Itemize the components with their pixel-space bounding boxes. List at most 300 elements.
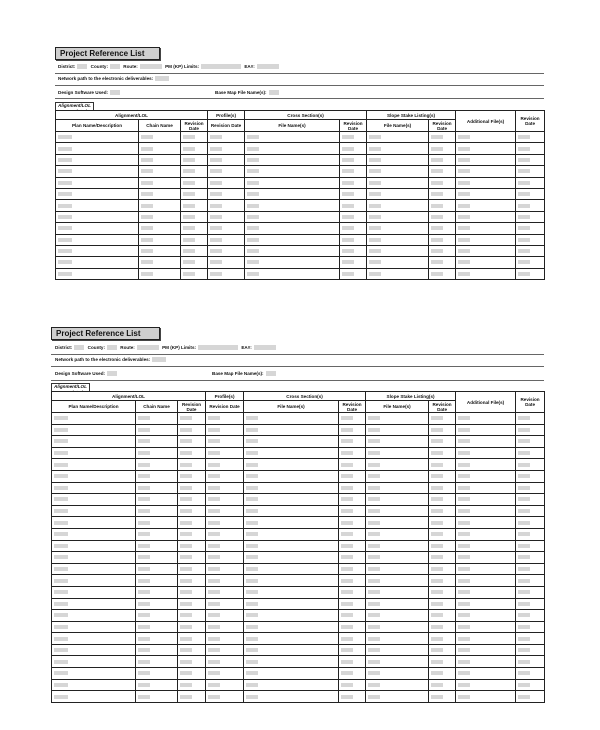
fill-field[interactable] [431,544,443,548]
fill-field[interactable] [246,451,258,455]
table-cell[interactable] [366,482,429,494]
fill-field[interactable] [210,226,222,230]
table-cell[interactable] [516,223,545,234]
fill-field[interactable] [180,416,192,420]
table-cell[interactable] [366,644,429,656]
fill-field[interactable] [246,532,258,536]
table-cell[interactable] [456,200,516,211]
fill-field[interactable] [210,169,222,173]
table-cell[interactable] [339,540,366,552]
table-cell[interactable] [516,494,545,506]
fill-field[interactable] [431,486,443,490]
table-cell[interactable] [245,257,340,268]
table-cell[interactable] [52,575,136,587]
table-cell[interactable] [339,470,366,482]
table-cell[interactable] [244,436,339,448]
table-cell[interactable] [56,154,139,165]
fill-field[interactable] [342,226,354,230]
table-cell[interactable] [340,268,367,279]
table-cell[interactable] [52,528,136,540]
table-cell[interactable] [52,413,136,425]
table-cell[interactable] [516,691,545,703]
fill-field[interactable] [369,249,381,253]
fill-field[interactable] [180,439,192,443]
fill-field[interactable] [368,497,380,501]
table-cell[interactable] [516,132,545,143]
table-cell[interactable] [429,436,456,448]
basemap-field[interactable] [266,371,276,376]
fill-field[interactable] [518,613,530,617]
fill-field[interactable] [368,579,380,583]
table-cell[interactable] [456,211,516,222]
table-cell[interactable] [516,447,545,459]
fill-field[interactable] [141,249,153,253]
fill-field[interactable] [208,695,220,699]
table-cell[interactable] [139,188,181,199]
table-cell[interactable] [339,610,366,622]
table-cell[interactable] [181,234,208,245]
fill-field[interactable] [518,521,530,525]
table-cell[interactable] [136,552,178,564]
table-cell[interactable] [366,679,429,691]
fill-field[interactable] [518,158,530,162]
table-cell[interactable] [181,223,208,234]
fill-field[interactable] [458,637,470,641]
table-cell[interactable] [208,177,245,188]
table-cell[interactable] [139,257,181,268]
table-cell[interactable] [245,132,340,143]
fill-field[interactable] [431,169,443,173]
fill-field[interactable] [183,181,195,185]
fill-field[interactable] [431,625,443,629]
fill-field[interactable] [141,147,153,151]
fill-field[interactable] [210,249,222,253]
fill-field[interactable] [431,637,443,641]
table-cell[interactable] [456,668,516,680]
fill-field[interactable] [54,637,68,641]
fill-field[interactable] [341,509,353,513]
fill-field[interactable] [431,204,443,208]
table-cell[interactable] [244,563,339,575]
table-cell[interactable] [244,447,339,459]
fill-field[interactable] [368,590,380,594]
fill-field[interactable] [341,683,353,687]
table-cell[interactable] [208,245,245,256]
fill-field[interactable] [342,249,354,253]
fill-field[interactable] [341,474,353,478]
fill-field[interactable] [138,613,150,617]
fill-field[interactable] [518,463,530,467]
table-cell[interactable] [244,668,339,680]
table-cell[interactable] [366,575,429,587]
fill-field[interactable] [54,613,68,617]
table-cell[interactable] [366,470,429,482]
table-cell[interactable] [245,154,340,165]
table-cell[interactable] [456,143,516,154]
table-cell[interactable] [136,679,178,691]
table-cell[interactable] [456,575,516,587]
fill-field[interactable] [183,272,195,276]
table-cell[interactable] [456,177,516,188]
fill-field[interactable] [246,695,258,699]
table-cell[interactable] [516,656,545,668]
table-cell[interactable] [178,668,206,680]
fill-field[interactable] [518,625,530,629]
table-cell[interactable] [339,413,366,425]
table-cell[interactable] [52,621,136,633]
table-cell[interactable] [366,517,429,529]
table-cell[interactable] [206,598,244,610]
ea-field[interactable] [254,345,276,350]
table-cell[interactable] [429,610,456,622]
table-cell[interactable] [339,436,366,448]
fill-field[interactable] [431,567,443,571]
table-cell[interactable] [340,143,367,154]
fill-field[interactable] [180,648,192,652]
fill-field[interactable] [518,555,530,559]
fill-field[interactable] [518,695,530,699]
table-cell[interactable] [178,598,206,610]
table-cell[interactable] [366,494,429,506]
table-cell[interactable] [429,166,456,177]
fill-field[interactable] [141,169,153,173]
fill-field[interactable] [54,497,68,501]
table-cell[interactable] [52,505,136,517]
table-cell[interactable] [366,540,429,552]
table-cell[interactable] [136,656,178,668]
fill-field[interactable] [246,613,258,617]
fill-field[interactable] [368,602,380,606]
table-cell[interactable] [429,459,456,471]
table-cell[interactable] [136,621,178,633]
fill-field[interactable] [180,474,192,478]
table-cell[interactable] [516,668,545,680]
table-cell[interactable] [429,586,456,598]
table-cell[interactable] [181,245,208,256]
fill-field[interactable] [54,671,68,675]
table-cell[interactable] [136,586,178,598]
fill-field[interactable] [138,486,150,490]
fill-field[interactable] [431,428,443,432]
table-cell[interactable] [366,436,429,448]
fill-field[interactable] [54,463,68,467]
fill-field[interactable] [341,625,353,629]
table-cell[interactable] [52,691,136,703]
table-cell[interactable] [340,211,367,222]
table-cell[interactable] [178,656,206,668]
fill-field[interactable] [180,590,192,594]
table-cell[interactable] [366,668,429,680]
table-cell[interactable] [139,268,181,279]
fill-field[interactable] [341,451,353,455]
table-cell[interactable] [56,211,139,222]
table-cell[interactable] [206,679,244,691]
fill-field[interactable] [246,683,258,687]
table-cell[interactable] [366,424,429,436]
fill-field[interactable] [208,648,220,652]
fill-field[interactable] [518,260,530,264]
fill-field[interactable] [341,648,353,652]
fill-field[interactable] [368,648,380,652]
table-cell[interactable] [339,517,366,529]
table-cell[interactable] [178,552,206,564]
fill-field[interactable] [180,671,192,675]
table-cell[interactable] [516,177,545,188]
table-cell[interactable] [429,257,456,268]
fill-field[interactable] [431,509,443,513]
table-cell[interactable] [340,132,367,143]
table-cell[interactable] [244,528,339,540]
fill-field[interactable] [518,509,530,513]
table-cell[interactable] [516,621,545,633]
table-cell[interactable] [366,528,429,540]
table-cell[interactable] [340,200,367,211]
fill-field[interactable] [138,521,150,525]
fill-field[interactable] [180,509,192,513]
fill-field[interactable] [518,671,530,675]
table-cell[interactable] [340,188,367,199]
fill-field[interactable] [431,660,443,664]
table-cell[interactable] [178,424,206,436]
table-cell[interactable] [516,424,545,436]
fill-field[interactable] [54,474,68,478]
table-cell[interactable] [456,482,516,494]
fill-field[interactable] [458,451,470,455]
fill-field[interactable] [458,683,470,687]
fill-field[interactable] [458,428,470,432]
fill-field[interactable] [138,474,150,478]
fill-field[interactable] [183,215,195,219]
table-cell[interactable] [208,166,245,177]
table-cell[interactable] [206,552,244,564]
fill-field[interactable] [208,660,220,664]
fill-field[interactable] [458,169,470,173]
fill-field[interactable] [247,181,259,185]
fill-field[interactable] [180,613,192,617]
fill-field[interactable] [58,147,72,151]
fill-field[interactable] [208,567,220,571]
table-cell[interactable] [367,177,429,188]
fill-field[interactable] [138,463,150,467]
table-cell[interactable] [429,234,456,245]
fill-field[interactable] [54,532,68,536]
table-cell[interactable] [429,528,456,540]
table-cell[interactable] [429,132,456,143]
fill-field[interactable] [208,463,220,467]
table-cell[interactable] [206,668,244,680]
table-cell[interactable] [178,517,206,529]
fill-field[interactable] [341,497,353,501]
fill-field[interactable] [518,249,530,253]
fill-field[interactable] [368,613,380,617]
fill-field[interactable] [54,567,68,571]
fill-field[interactable] [54,602,68,606]
fill-field[interactable] [518,416,530,420]
fill-field[interactable] [208,602,220,606]
table-cell[interactable] [56,223,139,234]
table-cell[interactable] [244,413,339,425]
table-cell[interactable] [208,223,245,234]
table-cell[interactable] [56,143,139,154]
fill-field[interactable] [518,204,530,208]
fill-field[interactable] [368,486,380,490]
fill-field[interactable] [210,272,222,276]
table-cell[interactable] [52,598,136,610]
fill-field[interactable] [208,509,220,513]
table-cell[interactable] [429,143,456,154]
fill-field[interactable] [58,260,72,264]
table-cell[interactable] [456,413,516,425]
network-field[interactable] [152,357,166,362]
fill-field[interactable] [138,602,150,606]
fill-field[interactable] [369,215,381,219]
table-cell[interactable] [181,188,208,199]
fill-field[interactable] [368,416,380,420]
fill-field[interactable] [180,683,192,687]
table-cell[interactable] [181,211,208,222]
fill-field[interactable] [458,215,470,219]
fill-field[interactable] [341,567,353,571]
fill-field[interactable] [138,637,150,641]
fill-field[interactable] [208,579,220,583]
table-cell[interactable] [456,245,516,256]
table-cell[interactable] [56,257,139,268]
fill-field[interactable] [341,439,353,443]
fill-field[interactable] [247,204,259,208]
fill-field[interactable] [247,158,259,162]
fill-field[interactable] [458,660,470,664]
fill-field[interactable] [368,544,380,548]
table-cell[interactable] [516,598,545,610]
table-cell[interactable] [206,633,244,645]
fill-field[interactable] [431,135,443,139]
table-cell[interactable] [206,575,244,587]
table-cell[interactable] [56,188,139,199]
fill-field[interactable] [518,637,530,641]
fill-field[interactable] [58,272,72,276]
fill-field[interactable] [138,590,150,594]
table-cell[interactable] [245,268,340,279]
fill-field[interactable] [342,192,354,196]
table-cell[interactable] [136,505,178,517]
fill-field[interactable] [141,135,153,139]
table-cell[interactable] [366,563,429,575]
fill-field[interactable] [247,260,259,264]
fill-field[interactable] [431,238,443,242]
fill-field[interactable] [58,181,72,185]
fill-field[interactable] [458,613,470,617]
table-cell[interactable] [516,245,545,256]
table-cell[interactable] [429,413,456,425]
fill-field[interactable] [54,416,68,420]
fill-field[interactable] [341,532,353,536]
table-cell[interactable] [366,691,429,703]
fill-field[interactable] [431,215,443,219]
fill-field[interactable] [183,192,195,196]
fill-field[interactable] [458,181,470,185]
table-cell[interactable] [178,447,206,459]
fill-field[interactable] [210,135,222,139]
table-cell[interactable] [339,644,366,656]
fill-field[interactable] [208,555,220,559]
table-cell[interactable] [429,211,456,222]
software-field[interactable] [107,371,117,376]
fill-field[interactable] [458,192,470,196]
fill-field[interactable] [341,637,353,641]
table-cell[interactable] [456,656,516,668]
fill-field[interactable] [208,474,220,478]
table-cell[interactable] [244,598,339,610]
table-cell[interactable] [52,517,136,529]
fill-field[interactable] [141,272,153,276]
table-cell[interactable] [181,177,208,188]
table-cell[interactable] [178,528,206,540]
table-cell[interactable] [516,679,545,691]
fill-field[interactable] [183,249,195,253]
fill-field[interactable] [342,272,354,276]
fill-field[interactable] [341,579,353,583]
table-cell[interactable] [208,257,245,268]
fill-field[interactable] [180,451,192,455]
fill-field[interactable] [341,613,353,617]
fill-field[interactable] [246,555,258,559]
table-cell[interactable] [52,668,136,680]
fill-field[interactable] [246,509,258,513]
table-cell[interactable] [516,482,545,494]
table-cell[interactable] [178,505,206,517]
fill-field[interactable] [458,238,470,242]
district-field[interactable] [74,345,84,350]
table-cell[interactable] [456,494,516,506]
table-cell[interactable] [56,245,139,256]
fill-field[interactable] [368,683,380,687]
table-cell[interactable] [367,154,429,165]
table-cell[interactable] [516,154,545,165]
fill-field[interactable] [138,451,150,455]
table-cell[interactable] [206,540,244,552]
table-cell[interactable] [52,586,136,598]
table-cell[interactable] [516,268,545,279]
table-cell[interactable] [516,200,545,211]
fill-field[interactable] [341,695,353,699]
fill-field[interactable] [54,509,68,513]
table-cell[interactable] [178,470,206,482]
fill-field[interactable] [246,463,258,467]
table-cell[interactable] [339,494,366,506]
fill-field[interactable] [368,509,380,513]
table-cell[interactable] [429,644,456,656]
fill-field[interactable] [458,272,470,276]
fill-field[interactable] [246,439,258,443]
table-cell[interactable] [136,494,178,506]
table-cell[interactable] [456,447,516,459]
table-cell[interactable] [206,494,244,506]
fill-field[interactable] [58,192,72,196]
county-field[interactable] [107,345,117,350]
fill-field[interactable] [431,683,443,687]
fill-field[interactable] [246,486,258,490]
table-cell[interactable] [52,610,136,622]
fill-field[interactable] [141,158,153,162]
fill-field[interactable] [341,602,353,606]
table-cell[interactable] [52,644,136,656]
fill-field[interactable] [246,521,258,525]
table-cell[interactable] [456,234,516,245]
fill-field[interactable] [180,428,192,432]
fill-field[interactable] [518,602,530,606]
fill-field[interactable] [368,439,380,443]
fill-field[interactable] [368,567,380,571]
